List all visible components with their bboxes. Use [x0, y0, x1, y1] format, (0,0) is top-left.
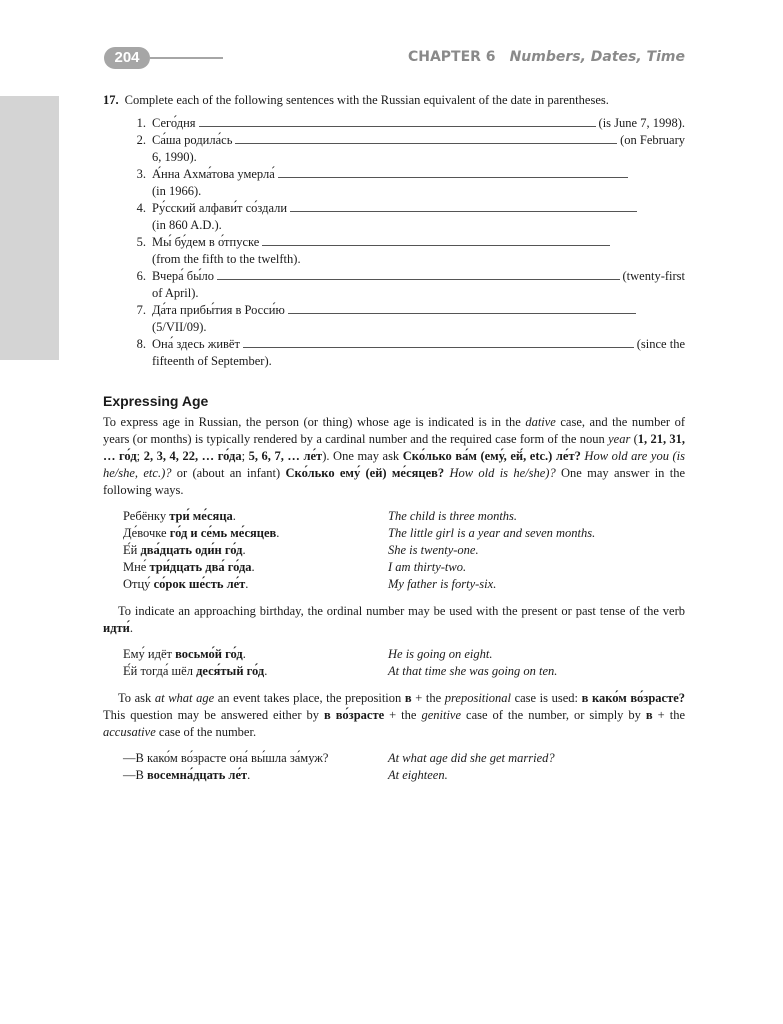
section-title: Expressing Age — [103, 393, 209, 409]
example-row: Ему́ идёт восьмо́й го́д. He is going on eight. — [123, 647, 493, 661]
item-number: 6. — [136, 269, 146, 283]
running-head — [408, 49, 685, 65]
item-number: 8. — [136, 337, 146, 351]
item-hint-continued: 6, 1990). — [152, 150, 197, 164]
item-russian: Са́ша родила́сь — [152, 133, 233, 147]
example-row: Отцу́ со́рок ше́сть ле́т. My father is forty-six. — [123, 577, 497, 591]
chapter-title: Numbers, Dates, Time — [509, 49, 685, 65]
exercise-17 — [103, 92, 685, 370]
item-hint-continued: fifteenth of September). — [152, 354, 272, 368]
ordinal-examples — [103, 646, 685, 680]
exercise-item — [103, 200, 685, 234]
example-row: Де́вочке го́д и се́мь ме́сяцев. The little girl is a year and seven months. — [123, 526, 596, 540]
item-russian: Сего́дня — [152, 116, 196, 130]
answer-blank[interactable] — [243, 336, 634, 348]
example-row: —В восемна́дцать ле́т. At eighteen. — [123, 768, 448, 782]
answer-blank[interactable] — [262, 234, 610, 246]
page-number-badge: 204 — [104, 47, 150, 69]
item-hint: (on February — [620, 133, 685, 147]
answer-blank[interactable] — [290, 200, 637, 212]
item-number: 5. — [136, 235, 146, 249]
item-number: 3. — [136, 167, 146, 181]
item-hint-continued: (from the fifth to the twelfth). — [152, 252, 301, 266]
exercise-number: 17. — [103, 93, 119, 107]
item-hint: (is June 7, 1998). — [598, 116, 685, 130]
item-russian: Мы́ бу́дем в о́тпуске — [152, 235, 260, 249]
answer-blank[interactable] — [278, 166, 628, 178]
example-row: —В како́м во́зрасте она́ вы́шла за́муж? At what age did she get married? — [123, 751, 555, 765]
example-row: Мне́ три́дцать два́ го́да. I am thirty-two. — [123, 560, 467, 574]
item-russian: Вчера́ бы́ло — [152, 269, 215, 283]
item-hint-continued: (5/VII/09). — [152, 320, 207, 334]
birthday-paragraph: To indicate an approaching birthday, the ordinal number may be used with the present or past tense of the verb идти́. — [103, 604, 685, 635]
item-russian: А́нна Ахма́това умерла́ — [152, 167, 275, 181]
age-examples — [103, 508, 685, 593]
item-number: 2. — [136, 133, 146, 147]
answer-blank[interactable] — [288, 302, 636, 314]
intro-paragraph: To express age in Russian, the person (or thing) whose age is indicated is in the dative case, and the number of years (or months) is typically rendered by a cardinal number and the required case form of the noun year (1, 21, 31, … го́д; 2, 3, 4, 22, … го́да; 5, 6, 7, … ле́т). One may ask Ско́лько ва́м (ему́, ей́, etc.) ле́т? How old are you (is he/she, etc.)? or (about an infant) Ско́лько ему́ (ей) ме́сяцев? How old is he/she)? One may answer in the following ways. — [103, 415, 686, 497]
item-hint-continued: (in 1966). — [152, 184, 202, 198]
exercise-item — [103, 234, 685, 268]
exercise-item — [103, 336, 685, 370]
example-row: Ребёнку три́ ме́сяца. The child is three months. — [123, 509, 518, 523]
instruction-text: Complete each of the following sentences with the Russian equivalent of the date in parentheses. — [124, 93, 609, 107]
dialogue-examples — [103, 750, 685, 784]
item-number: 1. — [136, 116, 146, 130]
item-number: 7. — [136, 303, 146, 317]
item-russian: Ру́сский алфави́т со́здали — [152, 201, 288, 215]
exercise-item — [103, 302, 685, 336]
item-hint: (since the — [636, 337, 685, 351]
answer-blank[interactable] — [199, 115, 596, 127]
item-russian: Да́та прибы́тия в Росси́ю — [152, 303, 285, 317]
exercise-item — [103, 115, 685, 132]
exercise-item — [103, 268, 685, 302]
side-tab-decoration — [0, 96, 59, 360]
exercise-item — [103, 166, 685, 200]
example-row: Е́й два́дцать оди́н го́д. She is twenty-one. — [123, 543, 479, 557]
exercise-instruction — [103, 92, 685, 109]
item-hint-continued: (in 860 A.D.). — [152, 218, 222, 232]
item-hint-continued: of April). — [152, 286, 199, 300]
at-what-age-paragraph: To ask at what age an event takes place, the preposition в + the prepositional case is used: в како́м во́зрасте? This question may be answered either by в во́зрасте + the genitive case of the number, or simply by в + the accusative case of the number. — [103, 691, 686, 739]
exercise-item — [103, 132, 685, 166]
header-rule — [150, 57, 223, 59]
item-russian: Она́ здесь живёт — [152, 337, 240, 351]
page-content — [103, 92, 685, 794]
example-row: Е́й тогда́ шёл деся́тый го́д. At that time she was going on ten. — [123, 664, 558, 678]
answer-blank[interactable] — [217, 268, 619, 280]
item-number: 4. — [136, 201, 146, 215]
exercise-items — [103, 115, 685, 370]
chapter-label: CHAPTER 6 — [407, 49, 496, 65]
item-hint: (twenty-first — [622, 269, 685, 283]
answer-blank[interactable] — [235, 132, 617, 144]
